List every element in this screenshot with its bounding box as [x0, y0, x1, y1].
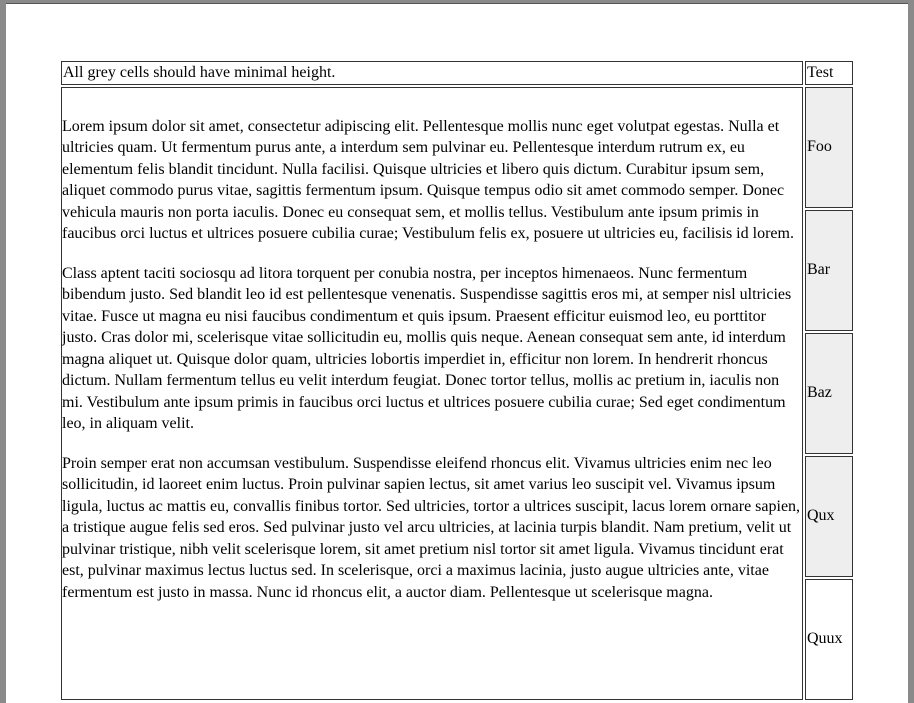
document-page [6, 3, 908, 703]
paragraph-2: Class aptent taciti sociosqu ad litora torquent per conubia nostra, per inceptos himenaeos. Nunc fermentum bibendum justo. Sed blandit leo id est pellentesque venenatis. Suspendisse sagittis eros mi, at semper nisl ultricies vitae. Fusce ut magna eu nisi faucibus condimentum et quis ipsum. Praesent efficitur euismod leo, eu porttitor justo. Cras dolor mi, scelerisque vitae sollicitudin eu, mollis quis neque. Aenean consequat sem ante, id interdum magna aliquet ut. Quisque dolor quam, ultricies lobortis imperdiet in, efficitur non lorem. In hendrerit rhoncus dictum. Nullam fermentum tellus eu velit interdum feugiat. Donec tortor tellus, mollis ac pretium in, iaculis non mi. Vestibulum ante ipsum primis in faucibus orci luctus et ultrices posuere cubilia curae; Sed eget condimentum leo, in aliquam velit. [62, 264, 792, 432]
grey-cell-bar: Bar [805, 210, 853, 331]
grey-cell-foo: Foo [805, 87, 853, 208]
header-row [61, 61, 853, 85]
header-cell-left: All grey cells should have minimal height. [61, 61, 803, 85]
grey-cell-baz: Baz [805, 333, 853, 454]
header-cell-right: Test [805, 61, 853, 85]
paragraph-3: Proin semper erat non accumsan vestibulum. Suspendisse eleifend rhoncus elit. Vivamus ultricies enim nec leo sollicitudin, id laoreet enim luctus. Proin pulvinar sapien lectus, sit amet varius leo suscipit vel. Vivamus ipsum ligula, luctus ac mattis eu, convallis finibus tortor. Sed ultricies, tortor a ultrices suscipit, lacus lorem ornare sapien, a tristique augue felis sed eros. Sed pulvinar justo vel arcu ultricies, at lacinia turpis blandit. Nam pretium, velit ut pulvinar tristique, nibh velit scelerisque lorem, sit amet pretium nisl tortor sit amet ligula. Vivamus tincidunt erat est, pulvinar maximus lectus luctus sed. In scelerisque, orci a maximus lacinia, justo augue ultricies ante, vitae fermentum est justo in massa. Nunc id rhoncus elit, a auctor diam. Pellentesque ut scelerisque magna. [62, 454, 801, 601]
cell-quux: Quux [805, 579, 853, 700]
paragraph-1: Lorem ipsum dolor sit amet, consectetur adipiscing elit. Pellentesque mollis nunc eget volutpat egestas. Nulla et ultricies quam. Ut fermentum purus ante, a interdum sem pulvinar eu. Pellentesque interdum rutrum ex, eu elementum felis blandit tincidunt. Nulla facilisi. Quisque ultricies et libero quis dictum. Curabitur ipsum sem, aliquet commodo purus vitae, sagittis fermentum ipsum. Quisque tempus odio sit amet commodo semper. Donec vehicula mauris non porta iaculis. Donec eu consequat sem, et mollis tellus. Vestibulum ante ipsum primis in faucibus orci luctus et ultrices posuere cubilia curae; Vestibulum felis ex, posuere ut ultricies eu, facilisis id lorem. [62, 117, 794, 242]
grey-cell-qux: Qux [805, 456, 853, 577]
table-row [61, 87, 853, 208]
content-cell [61, 87, 803, 700]
layout-table [59, 59, 855, 702]
